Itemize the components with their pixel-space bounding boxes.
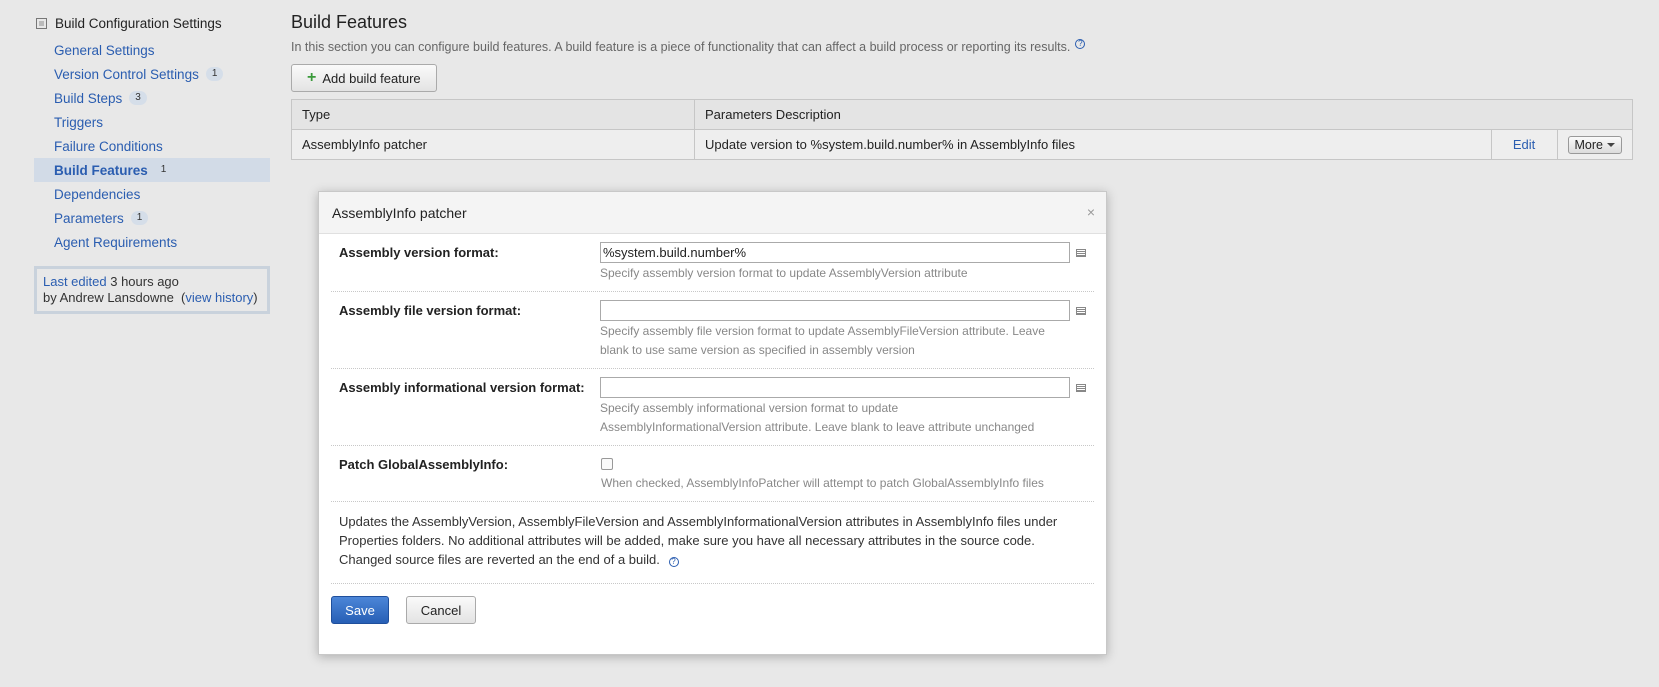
- parameters-picker-icon[interactable]: [1076, 249, 1086, 257]
- help-icon[interactable]: ?: [1075, 39, 1085, 49]
- close-icon[interactable]: ×: [1086, 204, 1095, 220]
- assemblyinfo-patcher-dialog: [318, 191, 1107, 655]
- plus-icon: +: [307, 69, 317, 86]
- sidebar-nav: [34, 38, 270, 254]
- dialog-footer: [319, 584, 1106, 636]
- more-button[interactable]: [1568, 136, 1622, 154]
- count-badge: 1: [206, 67, 224, 81]
- table-row[interactable]: [292, 130, 1633, 160]
- dialog-body: [319, 234, 1106, 502]
- help-icon[interactable]: ?: [669, 557, 679, 567]
- sidebar: [34, 14, 270, 314]
- assembly-file-version-label: Assembly file version format:: [339, 303, 522, 318]
- assembly-version-row: [331, 234, 1094, 292]
- sidebar-header[interactable]: [34, 14, 270, 32]
- page-title: Build Features: [291, 12, 408, 32]
- collapse-icon[interactable]: [36, 18, 47, 29]
- main-content: [291, 12, 1633, 160]
- page-description: [291, 40, 1633, 54]
- dialog-header: [319, 192, 1106, 234]
- patch-global-assemblyinfo-label: Patch GlobalAssemblyInfo:: [339, 457, 509, 472]
- last-edited-time: 3 hours ago: [110, 274, 179, 289]
- feature-description-cell: Update version to %system.build.number% in AssemblyInfo files: [695, 130, 1492, 160]
- sidebar-item-label: Failure Conditions: [54, 138, 163, 154]
- count-badge: 1: [131, 211, 149, 225]
- assembly-version-input[interactable]: [600, 242, 1070, 263]
- table-header-row: [292, 100, 1633, 130]
- chevron-down-icon: [1607, 143, 1615, 147]
- cancel-button[interactable]: Cancel: [406, 596, 476, 624]
- sidebar-item-label: Build Steps: [54, 90, 123, 106]
- assembly-file-version-hint: Specify assembly file version format to update AssemblyFileVersion attribute. Leave blank to use same version as specified in assembly version: [600, 324, 1045, 357]
- sidebar-title: Build Configuration Settings: [55, 15, 222, 31]
- edit-link[interactable]: Edit: [1512, 137, 1536, 152]
- sidebar-item-build-features[interactable]: [34, 158, 270, 182]
- patch-global-assemblyinfo-row: [331, 446, 1094, 502]
- count-badge: 1: [160, 164, 167, 175]
- last-edited-link[interactable]: Last edited: [43, 274, 107, 289]
- feature-type-cell: AssemblyInfo patcher: [292, 130, 695, 160]
- dialog-title: AssemblyInfo patcher: [332, 204, 467, 221]
- sidebar-item-general-settings[interactable]: [34, 38, 270, 62]
- sidebar-item-dependencies[interactable]: [34, 182, 270, 206]
- add-build-feature-button[interactable]: [291, 64, 437, 92]
- patch-global-assemblyinfo-hint: When checked, AssemblyInfoPatcher will attempt to patch GlobalAssemblyInfo files: [601, 476, 1044, 490]
- more-cell: [1557, 130, 1632, 160]
- patch-global-assemblyinfo-checkbox[interactable]: [601, 458, 613, 470]
- sidebar-item-failure-conditions[interactable]: [34, 134, 270, 158]
- last-edited-by: by Andrew Lansdowne: [43, 290, 174, 305]
- dialog-description-text: Updates the AssemblyVersion, AssemblyFileVersion and AssemblyInformationalVersion attributes in AssemblyInfo files under Properties folders. No additional attributes will be added, make sure you have all necessary attributes in the source code. Changed source files are reverted an the end of a build.: [339, 514, 1058, 567]
- column-header-parameters: Parameters Description: [695, 100, 1633, 130]
- parameters-picker-icon[interactable]: [1076, 384, 1086, 392]
- add-build-feature-label: Add build feature: [322, 70, 421, 86]
- assembly-version-label: Assembly version format:: [339, 245, 499, 260]
- page-description-text: In this section you can configure build features. A build feature is a piece of functionality that can affect a build process or reporting its results.: [291, 40, 1071, 54]
- sidebar-item-label: Dependencies: [54, 186, 141, 202]
- more-button-label: More: [1574, 137, 1603, 152]
- count-badge: 3: [129, 91, 147, 105]
- sidebar-item-label: Triggers: [54, 114, 104, 130]
- assembly-informational-version-hint: Specify assembly informational version format to update AssemblyInformationalVersion attribute. Leave blank to leave attribute unchanged: [600, 401, 1035, 434]
- dialog-description: [331, 502, 1094, 584]
- sidebar-item-parameters[interactable]: [34, 206, 270, 230]
- sidebar-item-label: Parameters: [54, 210, 124, 226]
- view-history-link[interactable]: view history: [185, 290, 254, 305]
- edit-cell: [1491, 130, 1557, 160]
- sidebar-item-triggers[interactable]: [34, 110, 270, 134]
- sidebar-item-label: General Settings: [54, 42, 155, 58]
- sidebar-item-label: Version Control Settings: [54, 66, 199, 82]
- sidebar-item-label: Build Features: [54, 162, 148, 178]
- sidebar-item-label: Agent Requirements: [54, 234, 178, 250]
- assembly-version-hint: Specify assembly version format to update AssemblyVersion attribute: [600, 266, 968, 280]
- sidebar-item-agent-requirements[interactable]: [34, 230, 270, 254]
- assembly-informational-version-row: [331, 369, 1094, 446]
- build-features-table: [291, 99, 1633, 160]
- assembly-informational-version-input[interactable]: [600, 377, 1070, 398]
- last-edited-info: Last edited 3 hours ago by Andrew Lansdowne (view history): [34, 266, 270, 314]
- assembly-file-version-row: [331, 292, 1094, 369]
- parameters-picker-icon[interactable]: [1076, 307, 1086, 315]
- column-header-type: Type: [292, 100, 695, 130]
- assembly-file-version-input[interactable]: [600, 300, 1070, 321]
- sidebar-item-version-control-settings[interactable]: [34, 62, 270, 86]
- assembly-informational-version-label: Assembly informational version format:: [339, 380, 585, 395]
- save-button[interactable]: Save: [331, 596, 389, 624]
- sidebar-item-build-steps[interactable]: [34, 86, 270, 110]
